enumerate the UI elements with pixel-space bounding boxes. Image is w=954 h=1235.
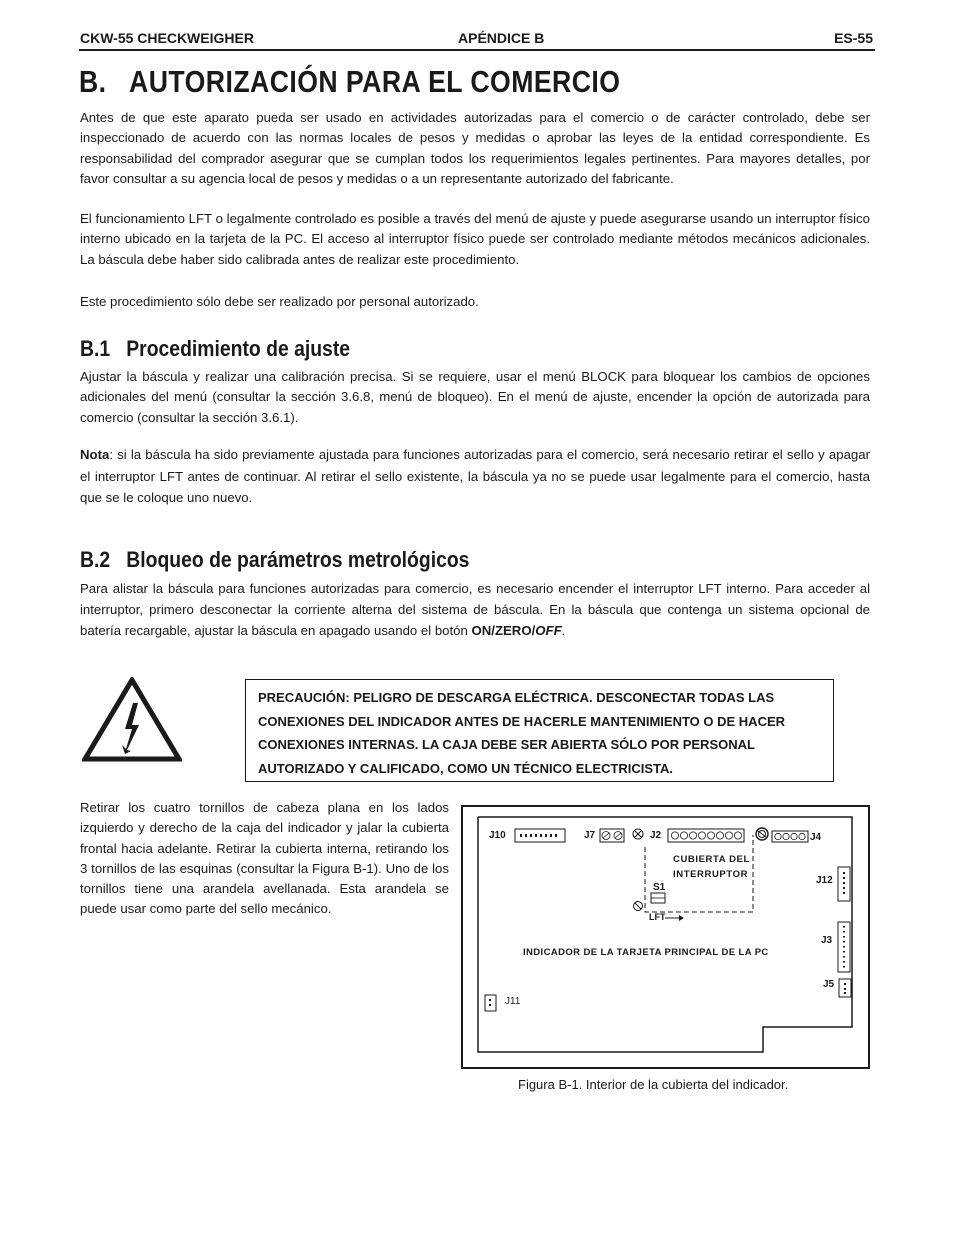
header-product: CKW-55 CHECKWEIGHER: [80, 30, 254, 46]
header-rule: [79, 49, 875, 51]
figure-caption: Figura B-1. Interior de la cubierta del indicador.: [518, 1077, 789, 1092]
section-b1-heading: B.1 Procedimiento de ajuste: [80, 336, 351, 361]
figure-b1: [461, 805, 870, 1069]
warning-box: PRECAUCIÓN: PELIGRO DE DESCARGA ELÉCTRICA. DESCONECTAR TODAS LAS CONEXIONES DEL INDICADOR ANTES DE HACERLE MANTENIMIENTO O DE HACER CONEXIONES INTERNAS. LA CAJA DEBE SER ABIERTA SÓLO POR PERSONAL AUTORIZADO Y CALIFICADO, COMO UN TÉCNICO ELECTRICISTA.: [245, 679, 834, 782]
header-section: APÉNDICE B: [458, 30, 545, 46]
s1-label: S1: [653, 882, 666, 893]
lft-label: LFT: [649, 912, 666, 922]
removal-instructions: Retirar los cuatro tornillos de cabeza plana en los lados izquierdo y derecho de la caja del indicador y jalar la cubierta frontal hacia adelante. Retirar la cubierta interna, retirando los 3 tornillos de las esquinas (consultar la Figura B-1). Uno de los tornillos tiene una arandela avellanada. Esta arandela se puede usar como parte del sello mecánico.: [80, 800, 449, 917]
intro-paragraph-2: El funcionamiento LFT o legalmente controlado es posible a través del menú de ajuste y puede asegurarse usando un interruptor físico interno ubicado en la tarjeta de la PC. El acceso al interruptor físico puede ser controlado mediante métodos mecánicos adicionales. La báscula debe haber sido calibrada antes de realizar este procedimiento.: [80, 211, 870, 267]
switch-cover-label-1: CUBIERTA DEL: [673, 854, 750, 865]
section-b1-note: [80, 444, 870, 509]
board-label: INDICADOR DE LA TARJETA PRINCIPAL DE LA PC: [523, 947, 769, 958]
intro-paragraph-1: Antes de que este aparato pueda ser usado en actividades autorizadas para el comercio o de carácter controlado, debe ser inspeccionado de acuerdo con las normas locales de pesos y medidas o aprobar las leyes de la entidad correspondiente. Es responsabilidad del comprador asegurar que se cumplan todos los requerimientos legales pertinentes. Para mayores detalles, por favor consultar a su agencia local de pesos y medidas o a un representante autorizado del fabricante.: [80, 110, 870, 186]
j12-label: J12: [816, 875, 833, 886]
j10-label: J10: [489, 830, 506, 841]
j2-label: J2: [650, 830, 662, 841]
switch-cover-label-2: INTERRUPTOR: [673, 869, 749, 880]
note-text: : si la báscula ha sido previamente ajustada para funciones autorizadas para el comercio, será necesario retirar el sello y apagar el interruptor LFT antes de continuar. Al retirar el sello existente, la báscula ya no se puede usar legalmente para el comercio, hasta que se le coloque uno nuevo.: [80, 447, 870, 505]
on-zero-button-text: ON/ZERO/: [471, 623, 536, 638]
j3-label: J3: [821, 935, 833, 946]
j11-label: J11: [505, 996, 521, 1007]
j5-label: J5: [823, 979, 835, 990]
section-b2-heading: B.2 Bloqueo de parámetros metrológicos: [80, 547, 470, 572]
intro-paragraph-3: Este procedimiento sólo debe ser realizado por personal autorizado.: [80, 294, 479, 309]
section-b2-paragraph: [80, 578, 870, 641]
section-b1-paragraph: Ajustar la báscula y realizar una calibración precisa. Si se requiere, usar el menú BLOCK para bloquear los cambios de opciones adicionales del menú (consultar la sección 3.6.8, menú de bloqueo). En el menú de ajuste, encender la opción de autorizada para comercio (consultar la sección 3.6.1).: [80, 369, 870, 425]
j4-label: J4: [810, 832, 822, 843]
section-b2-text: Para alistar la báscula para funciones autorizadas para comercio, es necesario encender el interruptor LFT interno. Para acceder al interruptor, primero desconectar la corriente alterna del sistema de báscula. En la báscula que contenga un sistema opcional de batería recargable, ajustar la báscula en apagado usando el botón: [80, 581, 870, 638]
page-title: B. AUTORIZACIÓN PARA EL COMERCIO: [79, 64, 621, 99]
j7-label: J7: [584, 830, 596, 841]
electric-hazard-icon: [82, 677, 182, 763]
note-label: Nota: [80, 447, 110, 462]
header-page-number: ES-55: [834, 30, 873, 46]
section-b2-end: .: [561, 623, 566, 638]
off-button-text: OFF: [535, 623, 562, 638]
pc-board-diagram: [463, 807, 868, 1067]
